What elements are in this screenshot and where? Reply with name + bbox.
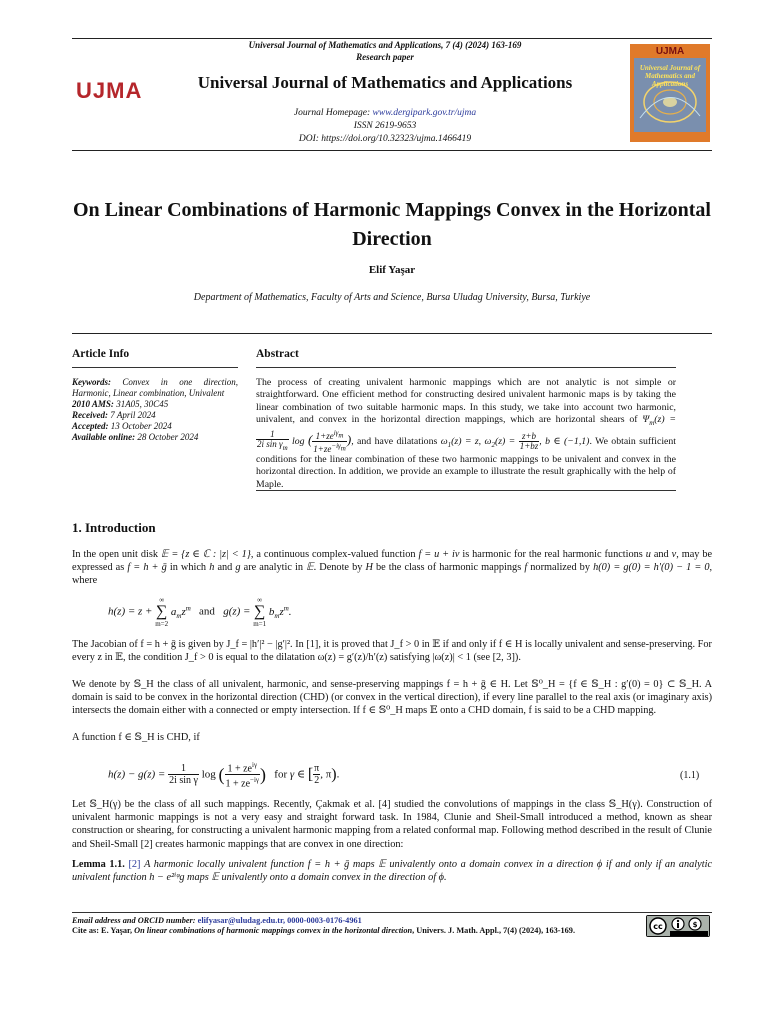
ams-value: 31A05, 30C45 [116,399,169,409]
abstract-part-1: The process of creating univalent harmonic mappings which are not analytic is not simple or straightforward. One efficient method for constructing desired univalent harmonic maps is by taking the linear combination of two suitable harmonic maps. In this study, we take into account two harmonic, univalent, and convex in the horizontal direction mappings, which are horizontal shears of [256,377,676,425]
received-value: 7 April 2024 [110,410,156,420]
cover-panel [634,58,706,132]
lemma-citation-link[interactable]: [2] [128,859,141,870]
series-equation: h(z) = z + ∞ ∑ m=2 $a_mz^m$ and g(z) = ∞ ∑ m=1 $b_mz^m$. [108,596,292,628]
intro-paragraph-1: In the open unit disk 𝔼 = {z ∈ ℂ : |z| < 1}, a continuous complex-valued function f = u + iv is harmonic for the real harmonic functions u and v, may be expressed as f = h + ḡ in which h and g are analytic in 𝔼. Denote by H be the class of harmonic mappings f normalized by h(0) = g(0) = h′(0) − 1 = 0, where [72,549,713,587]
journal-logo: UJMA [76,78,143,103]
svg-text:cc: cc [653,922,663,931]
cite-author: E. Yaşar, [101,926,133,935]
ams-row [72,399,238,410]
intro-paragraph-5: Let 𝕊_H(γ) be the class of all such mappings. Recently, Çakmak et al. [4] studied the convolutions of mappings in the class 𝕊_H(γ). Construction of univalent harmonic mappings is not a very easy and straight forward task. In 1984, Clunie and Sheil-Small introduced a method, known as shear construction or shearing, for constructing a univalent harmonic mapping from a related conformal map. Following method described in the result of Clunie and Sheil-Small [2] creates harmonic mappings that are convex in one direction: [72,799,712,850]
license-badge-graphic [646,915,710,937]
cc-by-nc-icon[interactable] [646,915,710,937]
article-info-body [72,377,238,443]
abstract-divider-bottom [256,490,676,491]
journal-cover-image [630,44,710,142]
cover-logo: UJMA [655,46,685,57]
article-info-divider [72,367,238,368]
cite-label: Cite as: [72,926,99,935]
keywords-label: Keywords: [72,377,111,387]
footer-email-line [72,916,362,925]
accepted-value: 13 October 2024 [110,421,172,431]
lemma-1-1 [72,858,712,884]
abstract-dilatation-formula: $\omega_1(z) = z$, $\omega_2(z)$ = $\frac{z+b}{1+bz}$ , b ∈ (−1,1) [440,431,590,452]
received-label: Received: [72,410,108,420]
cite-rest: , Univers. J. Math. Appl., 7(4) (2024), 163-169. [412,926,576,935]
abstract-heading: Abstract [256,348,299,360]
cover-title: Universal Journal of Mathematics and Applications [639,64,701,88]
keywords-value: Convex in one direction, Harmonic, Linear combination, Univalent [72,377,238,398]
journal-homepage [150,108,620,118]
homepage-label: Journal Homepage: [293,108,373,118]
received-row [72,410,238,421]
section-heading-introduction: 1. Introduction [72,520,156,535]
author-name: Elif Yaşar [368,264,416,276]
abstract-part-3: . We obtain sufficient conditions for the linear combination of these two harmonic mappings to be univalent and convex in the horizontal direction. In addition, we provide an example to illustrate the result graphically with the help of Maple. [256,435,677,490]
accepted-row [72,421,238,432]
cite-title: On linear combinations of harmonic mappings convex in the horizontal direction [134,926,413,935]
online-value: 28 October 2024 [137,432,199,442]
journal-title: Universal Journal of Mathematics and Applications [197,73,573,92]
footer-rule [72,912,712,913]
issn: ISSN 2619-9653 [353,121,417,131]
journal-citation: Universal Journal of Mathematics and Applications, 7 (4) (2024) 163-169 [248,40,522,50]
accepted-label: Accepted: [72,421,109,431]
abstract-text [256,377,676,491]
abstract-divider-top [256,367,676,368]
svg-text:$: $ [692,921,698,929]
paper-title: On Linear Combinations of Harmonic Mappings Convex in the Horizontal Direction [72,199,711,250]
intro-paragraph-2: The Jacobian of f = h + ḡ is given by J_f = |h′|² − |g′|². In [1], it is proved that J_f > 0 in 𝔼 if and only if f ∈ H is locally univalent and sense-preserving. For every z in 𝔼, the condition J_f > 0 is equal to the dilatation ω(z) = g′(z)/h′(z) satisfying |ω(z)| < 1 (see [2, 3]). [72,639,712,664]
email-link[interactable]: elifyasar@uludag.edu.tr, 0000-0003-0176-4961 [197,916,362,925]
lemma-text: A harmonic locally univalent function f = h + ḡ maps 𝔼 univalently onto a domain convex in a direction ϕ if and only if an analytic univalent function h − e²ⁱᵠg maps 𝔼 univalently onto a domain convex in the direction of ϕ. [72,859,713,884]
affiliation: Department of Mathematics, Faculty of Arts and Science, Bursa Uludag University, Bursa, Turkiye [193,292,591,303]
lemma-label: Lemma 1.1. [72,859,125,870]
equation-1-1: h(z) − g(z) = $\frac{1}{\text{2i sin γ}}$ log ( $\frac{1 + ze^{i\gamma}}{1 + ze^{-i\gamma}}$ ) for γ ∈ [ $\frac{\pi}{2}$ , π). [108,761,340,790]
article-info-heading: Article Info [72,348,130,360]
ams-label: 2010 AMS: [72,399,114,409]
homepage-link[interactable]: www.dergipark.gov.tr/ujma [372,108,477,118]
intro-paragraph-4: A function f ∈ 𝕊_H is CHD, if [72,732,200,743]
paper-type: Research paper [356,52,414,62]
equation-number: (1.1) [680,770,700,781]
intro-paragraph-3: We denote by 𝕊_H the class of all univalent, harmonic, and sense-preserving mappings f = h + ḡ ∈ H. Let 𝕊⁰_H = {f ∈ 𝕊_H : g′(0) = 0} ⊂ 𝕊_H. A domain is said to be convex in the horizontal direction (CHD) (or convex in the vertical direction), if every line parallel to the real axis (or imaginary axis) intersects the domain either with a connected or empty intersection. If f ∈ 𝕊⁰_H maps 𝔼 onto a CHD domain, f is said to be a CHD mapping. [72,679,712,717]
online-label: Available online: [72,432,136,442]
abstract-part-2: , and have dilatations [351,435,438,447]
email-label: Email address and ORCID number: [72,916,196,925]
doi[interactable]: DOI: https://doi.org/10.32323/ujma.1466419 [298,134,472,144]
keywords-row [72,377,238,399]
online-row [72,432,238,443]
footer-cite-line [72,926,632,935]
abstract-psi-formula: $\Psi_m(z)$ = $\frac{1}{2i \sin \gamma_m}$ log ( $\frac{1+ze^{i\gamma_m}}{1+ze^{-i\gamma_m}}$ ) [257,413,677,455]
